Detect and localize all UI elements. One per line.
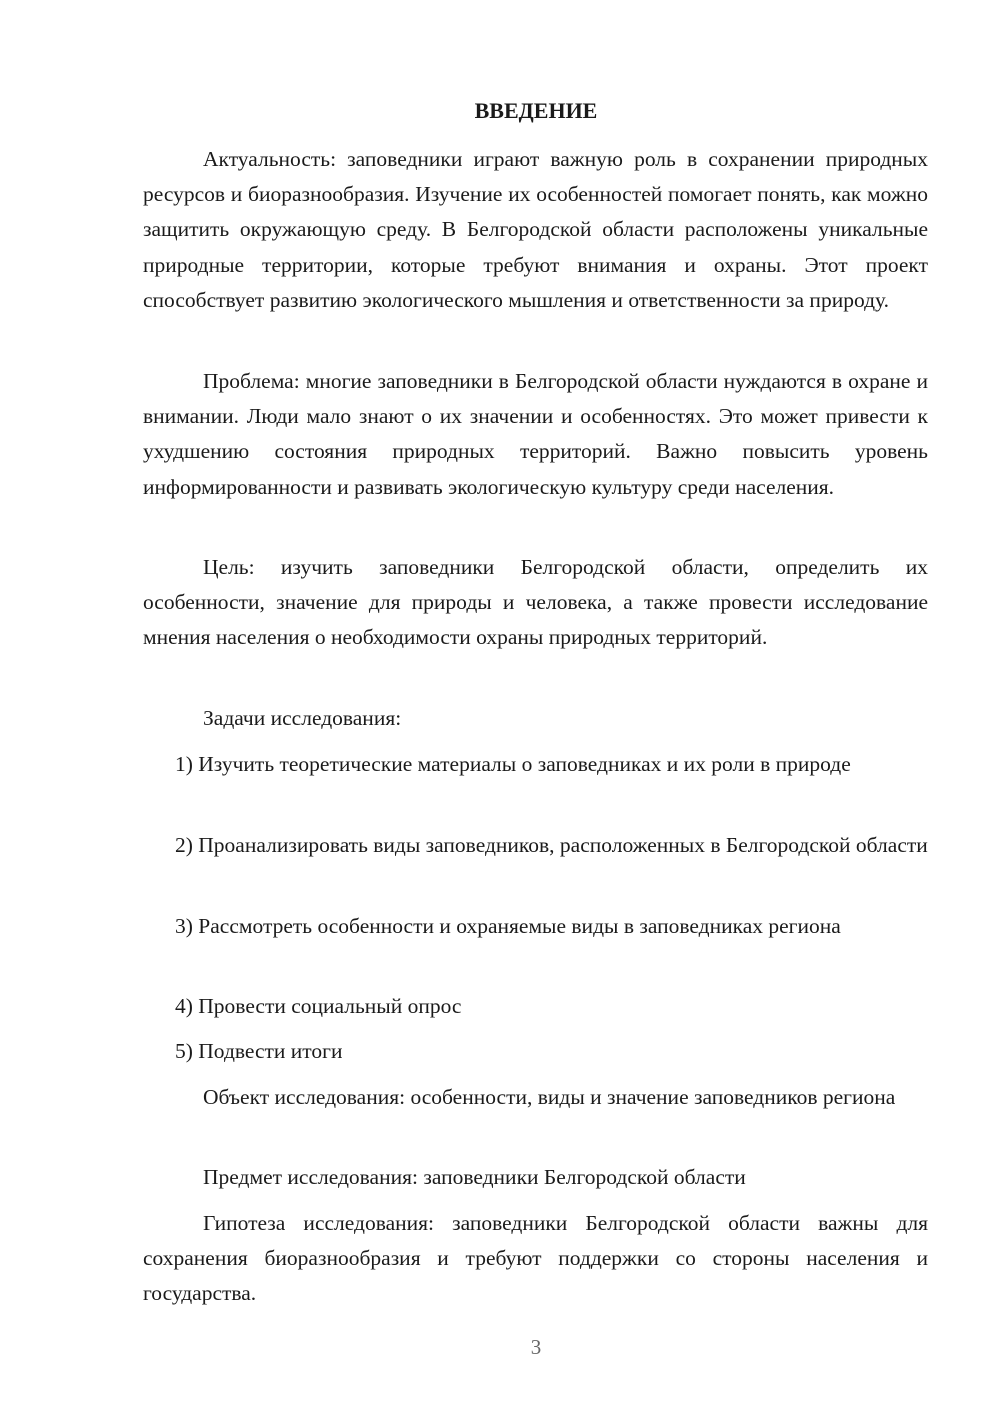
goal-paragraph: Цель: изучить заповедники Белгородской области, определить их особенности, значение для природы и человека, а также провести исследование мнения населения о необходимости охраны природных территорий.	[143, 555, 928, 650]
object-paragraph: Объект исследования: особенности, виды и значение заповедников региона	[203, 1085, 896, 1109]
relevance-paragraph: Актуальность: заповедники играют важную роль в сохранении природных ресурсов и биоразнообразия. Изучение их особенностей помогает понять, как можно защитить окружающую среду. В Белгородской области расположены уникальные природные территории, которые требуют внимания и охраны. Этот проект способствует развитию экологического мышления и ответственности за природу.	[143, 147, 928, 312]
task-item: 5) Подвести итоги	[175, 1039, 343, 1063]
page-number: 3	[530, 1335, 542, 1359]
subject-paragraph: Предмет исследования: заповедники Белгородской области	[203, 1165, 746, 1189]
task-item: 3) Рассмотреть особенности и охраняемые виды в заповедниках региона	[175, 914, 841, 938]
task-item: 4) Провести социальный опрос	[175, 994, 462, 1018]
tasks-heading: Задачи исследования:	[203, 706, 402, 730]
task-item: 2) Проанализировать виды заповедников, расположенных в Белгородской области	[175, 833, 928, 857]
problem-paragraph: Проблема: многие заповедники в Белгородской области нуждаются в охране и внимании. Люди мало знают о их значении и особенностях. Это может привести к ухудшению состояния природных территорий. Важно повысить уровень информированности и развивать экологическую культуру среди населения.	[143, 369, 928, 499]
hypothesis-paragraph: Гипотеза исследования: заповедники Белгородской области важны для сохранения биоразнообразия и требуют поддержки со стороны населения и государства.	[143, 1211, 928, 1306]
page-title: ВВЕДЕНИЕ	[474, 98, 598, 123]
task-item: 1) Изучить теоретические материалы о заповедниках и их роли в природе	[175, 752, 851, 776]
